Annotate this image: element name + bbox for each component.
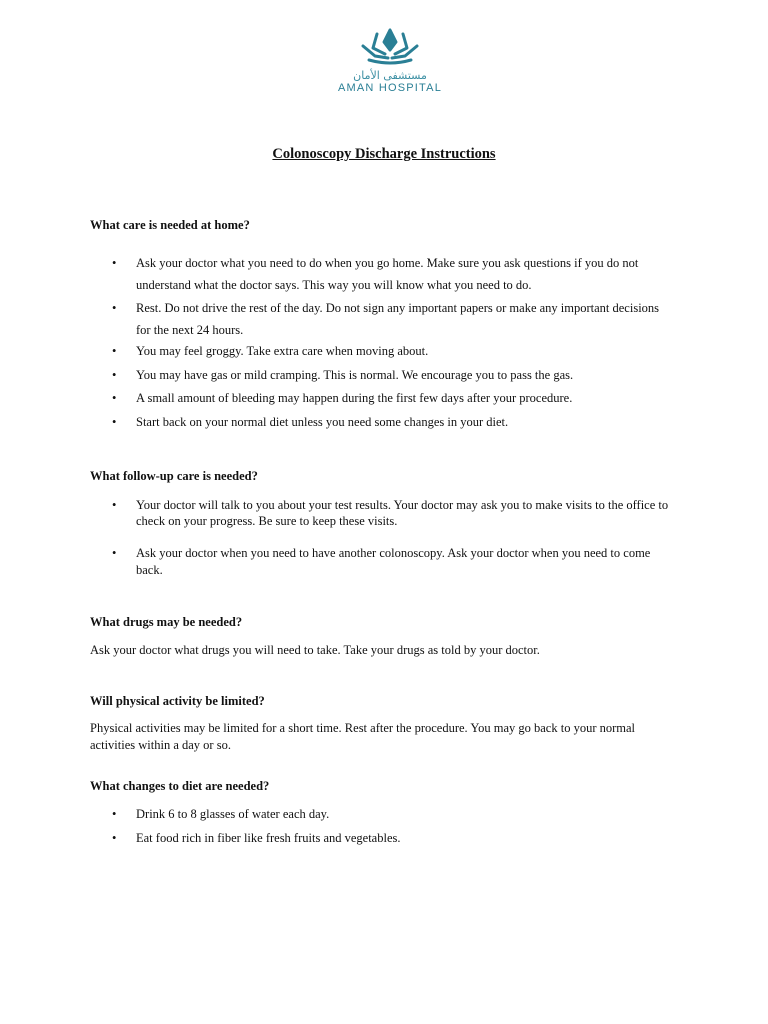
bullet-icon: • (112, 301, 117, 315)
section-heading-diet: What changes to diet are needed? (90, 779, 270, 793)
section-heading-home-care: What care is needed at home? (90, 218, 250, 232)
section-heading-follow-up: What follow-up care is needed? (90, 469, 258, 483)
bullet-icon: • (112, 546, 117, 560)
bullet-icon: • (112, 498, 117, 512)
bullet-icon: • (112, 807, 117, 821)
bullet-icon: • (112, 344, 117, 358)
page-title: Colonoscopy Discharge Instructions (272, 146, 496, 162)
bullet-icon: • (112, 391, 117, 405)
bullet-icon: • (112, 368, 117, 382)
bullet-icon: • (112, 831, 117, 845)
activity-paragraph: Physical activities may be limited for a short time. Rest after the procedure. You may go back to your normal activities within a day or so. (90, 721, 636, 752)
bullet-icon: • (112, 256, 117, 270)
logo-hospital-name: AMAN HOSPITAL (337, 82, 443, 94)
hospital-logo (330, 26, 450, 106)
section-heading-drugs: What drugs may be needed? (90, 615, 243, 629)
section-heading-activity: Will physical activity be limited? (90, 694, 265, 708)
bullet-icon: • (112, 415, 117, 429)
drugs-paragraph: Ask your doctor what drugs you will need to take. Take your drugs as told by your doctor. (90, 643, 540, 657)
logo-arabic-name: مستشفى الأمان (353, 69, 427, 82)
lotus-icon (355, 26, 425, 68)
